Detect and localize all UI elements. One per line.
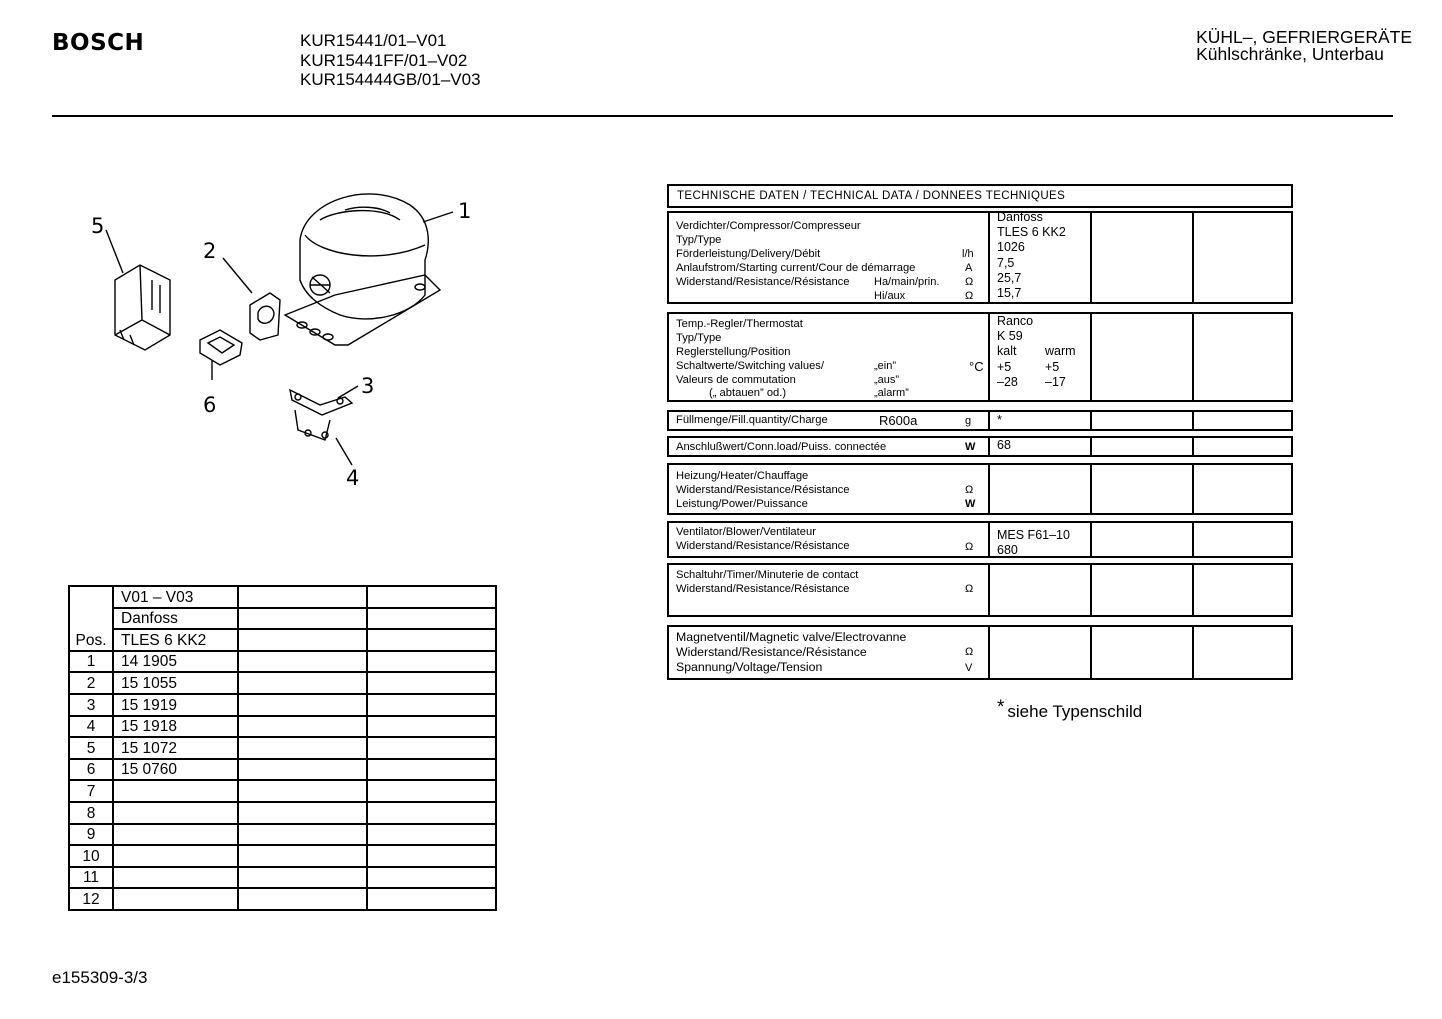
part-number-cell: 15 0760: [113, 759, 238, 781]
pos-cell: 8: [69, 802, 113, 824]
unit-label: l/h: [962, 248, 974, 260]
row-label: Förderleistung/Delivery/Débit: [676, 248, 821, 260]
table-row: [69, 824, 496, 846]
unit-label: W: [965, 441, 976, 453]
value-cell: 15,7: [997, 286, 1022, 300]
leader-line: [106, 230, 123, 273]
row-label: Anschlußwert/Conn.load/Puiss. connectée: [676, 441, 887, 453]
callout-label: 1: [458, 199, 472, 223]
row-label: Typ/Type: [676, 332, 722, 344]
row-label: Anlaufstrom/Starting current/Cour de démarrage: [676, 262, 916, 274]
variant-header: V01 – V03: [113, 586, 238, 608]
module-part: [200, 330, 242, 365]
row-label: Widerstand/Resistance/Résistance: [676, 276, 850, 288]
pos-cell: 11: [69, 867, 113, 889]
row-label: Widerstand/Resistance/Résistance: [676, 645, 867, 659]
document-id: e155309-3/3: [52, 968, 148, 987]
model-number: KUR154444GB/01–V03: [300, 70, 481, 89]
pos-cell: 10: [69, 845, 113, 867]
sub-label: „ein”: [874, 360, 897, 372]
row-label: Leistung/Power/Puissance: [676, 498, 808, 510]
pos-cell: 4: [69, 716, 113, 738]
table-row: [69, 716, 496, 738]
thermostat-block: [667, 312, 1293, 402]
table-row: [69, 651, 496, 673]
row-label: Magnetventil/Magnetic valve/Electrovanne: [676, 630, 907, 644]
pos-cell: 5: [69, 737, 113, 759]
value-cell: MES F61–10: [997, 528, 1070, 542]
maker-header: Danfoss: [113, 608, 238, 630]
relay-part: [250, 293, 280, 340]
category: [1196, 29, 1412, 63]
row-label: Heizung/Heater/Chauffage: [676, 470, 809, 482]
leader-line: [338, 386, 358, 398]
row-label: Verdichter/Compressor/Compresseur: [676, 220, 861, 232]
pos-cell: 9: [69, 824, 113, 846]
row-label: Typ/Type: [676, 234, 722, 246]
part-number-cell: [113, 780, 238, 802]
table-row: [69, 759, 496, 781]
valve-block: [667, 625, 1293, 680]
unit-label: °C: [969, 359, 984, 374]
unit-label: A: [965, 262, 973, 274]
footnote-star: *: [997, 697, 1005, 718]
table-row: [69, 672, 496, 694]
pos-cell: 6: [69, 759, 113, 781]
row-label: Schaltuhr/Timer/Minuterie de contact: [676, 569, 859, 581]
callout-label: 3: [361, 374, 375, 398]
part-number-cell: [113, 824, 238, 846]
unit-label: Ω: [965, 583, 974, 595]
table-row: [69, 780, 496, 802]
callout-label: 5: [91, 214, 105, 238]
value-cell: 680: [997, 543, 1018, 557]
header-divider: [52, 115, 1393, 117]
value-cell: –17: [1045, 375, 1066, 389]
value-cell: kalt: [997, 344, 1017, 358]
table-row: [69, 888, 496, 910]
load-block: [667, 436, 1293, 457]
refrigerant-label: R600a: [879, 413, 918, 428]
category-subtitle: Kühlschränke, Unterbau: [1196, 44, 1384, 64]
pos-cell: 12: [69, 888, 113, 910]
row-label: Valeurs de commutation: [676, 374, 796, 386]
row-label: Widerstand/Resistance/Résistance: [676, 540, 850, 552]
sub-label: Ha/main/prin.: [874, 276, 940, 288]
compressor-block: [667, 211, 1293, 304]
row-label: Widerstand/Resistance/Résistance: [676, 484, 850, 496]
leader-line: [336, 438, 352, 465]
value-cell: *: [997, 413, 1002, 427]
unit-label: g: [965, 415, 972, 427]
value-cell: K 59: [997, 329, 1023, 343]
part-number-cell: 15 1055: [113, 672, 238, 694]
value-cell: 25,7: [997, 271, 1022, 285]
category-title: KÜHL–, GEFRIERGERÄTE: [1196, 27, 1412, 47]
pos-cell: 1: [69, 651, 113, 673]
value-cell: Danfoss: [997, 210, 1043, 224]
unit-label: V: [965, 662, 973, 674]
value-cell: +5: [997, 360, 1012, 374]
pos-cell: 2: [69, 672, 113, 694]
compressor-base: [285, 275, 440, 345]
part-number-cell: 15 1919: [113, 694, 238, 716]
value-cell: –28: [997, 375, 1018, 389]
unit-label: Ω: [965, 276, 974, 288]
value-cell: TLES 6 KK2: [997, 225, 1066, 239]
unit-label: W: [965, 498, 976, 510]
unit-label: Ω: [965, 484, 974, 496]
value-cell: 1026: [997, 240, 1025, 254]
sub-label: „alarm”: [874, 387, 909, 399]
value-cell: Ranco: [997, 314, 1034, 328]
part-number-cell: [113, 867, 238, 889]
value-cell: warm: [1045, 344, 1076, 358]
table-row: [69, 802, 496, 824]
value-cell: +5: [1045, 360, 1060, 374]
model-list: [300, 31, 481, 90]
unit-label: Ω: [965, 646, 974, 658]
row-label: Widerstand/Resistance/Résistance: [676, 583, 850, 595]
fan-block: [667, 521, 1293, 558]
part-number-cell: 15 1072: [113, 737, 238, 759]
part-number-cell: [113, 802, 238, 824]
footnote-text: siehe Typenschild: [1007, 702, 1143, 721]
footnote: [997, 697, 1142, 722]
callout-label: 2: [203, 239, 217, 263]
leader-line: [223, 258, 252, 293]
part-number-cell: [113, 845, 238, 867]
part-number-cell: [113, 888, 238, 910]
value-cell: 68: [997, 438, 1011, 452]
brand-logo: BOSCH: [52, 30, 145, 56]
table-row: [69, 845, 496, 867]
part-number-cell: 15 1918: [113, 716, 238, 738]
row-label: Füllmenge/Fill.quantity/Charge: [676, 414, 828, 426]
pos-header: Pos.: [69, 586, 113, 651]
timer-block: [667, 563, 1293, 617]
model-number: KUR15441/01–V01: [300, 31, 447, 50]
table-row: [69, 867, 496, 889]
pos-cell: 7: [69, 780, 113, 802]
value-cell: 7,5: [997, 256, 1015, 270]
tech-data-title: TECHNISCHE DATEN / TECHNICAL DATA / DONNEES TECHNIQUES: [667, 184, 1293, 208]
callout-label: 4: [346, 466, 360, 490]
pos-cell: 3: [69, 694, 113, 716]
sub-label: Hi/aux: [874, 290, 906, 302]
unit-label: Ω: [965, 541, 974, 553]
row-label: Schaltwerte/Switching values/: [676, 360, 824, 372]
row-label: Spannung/Voltage/Tension: [676, 660, 823, 674]
row-label: Reglerstellung/Position: [676, 346, 791, 358]
row-label: Temp.-Regler/Thermostat: [676, 318, 803, 330]
sub-label: „aus”: [874, 374, 900, 386]
parts-table: [68, 585, 497, 911]
leader-line: [423, 212, 453, 222]
part-number-cell: 14 1905: [113, 651, 238, 673]
charge-block: [667, 410, 1293, 431]
table-row: [69, 694, 496, 716]
unit-label: Ω: [965, 290, 974, 302]
parts-diagram: [80, 185, 480, 495]
row-label: Ventilator/Blower/Ventilateur: [676, 526, 816, 538]
table-row: [69, 737, 496, 759]
row-label: („ abtauen” od.): [709, 387, 787, 399]
model-number: KUR15441FF/01–V02: [300, 50, 468, 70]
heater-block: [667, 463, 1293, 515]
callout-label: 6: [203, 393, 217, 417]
type-header: TLES 6 KK2: [113, 629, 238, 651]
